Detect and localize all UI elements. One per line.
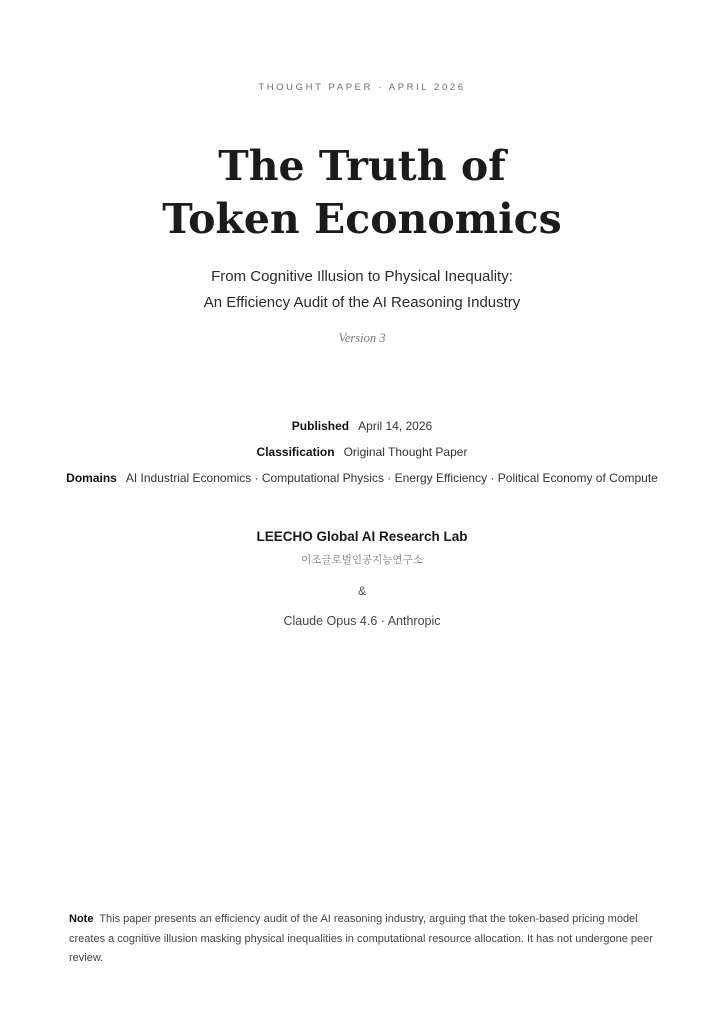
paper-subtitle: [0, 264, 724, 316]
paper-kicker: THOUGHT PAPER · APRIL 2026: [258, 82, 466, 93]
domains-value: AI Industrial Economics · Computational Physics · Energy Efficiency · Political Economy of Compute: [125, 471, 658, 485]
published-label: Published: [291, 419, 350, 433]
note-label: Note: [69, 913, 94, 925]
domains-label: Domains: [66, 471, 117, 485]
paper-subtitle-line-1: From Cognitive Illusion to Physical Inequality:: [211, 268, 513, 285]
coauthor: Claude Opus 4.6 · Anthropic: [283, 614, 441, 628]
author-separator: &: [357, 584, 366, 598]
paper-subtitle-line-2: An Efficiency Audit of the AI Reasoning Industry: [203, 294, 521, 311]
paper-version: Version 3: [338, 331, 386, 345]
meta-classification: [0, 445, 724, 459]
published-value: April 14, 2026: [358, 419, 433, 433]
paper-title-line-2: Token Economics: [162, 195, 562, 243]
classification-label: Classification: [256, 445, 335, 459]
meta-published: [0, 419, 724, 433]
disclaimer-note: [69, 910, 659, 969]
meta-domains: [0, 471, 724, 485]
author-lab-name-korean: 이조글로벌인공지능연구소: [301, 554, 423, 566]
paper-title-line-1: The Truth of: [218, 142, 506, 190]
paper-title: [0, 140, 724, 246]
note-text: This paper presents an efficiency audit of the AI reasoning industry, arguing that the token-based pricing model creates a cognitive illusion masking physical inequalities in computational resource allocation. It has not undergone peer review.: [69, 913, 653, 964]
classification-value: Original Thought Paper: [343, 445, 468, 459]
author-lab-name: LEECHO Global AI Research Lab: [256, 529, 468, 544]
